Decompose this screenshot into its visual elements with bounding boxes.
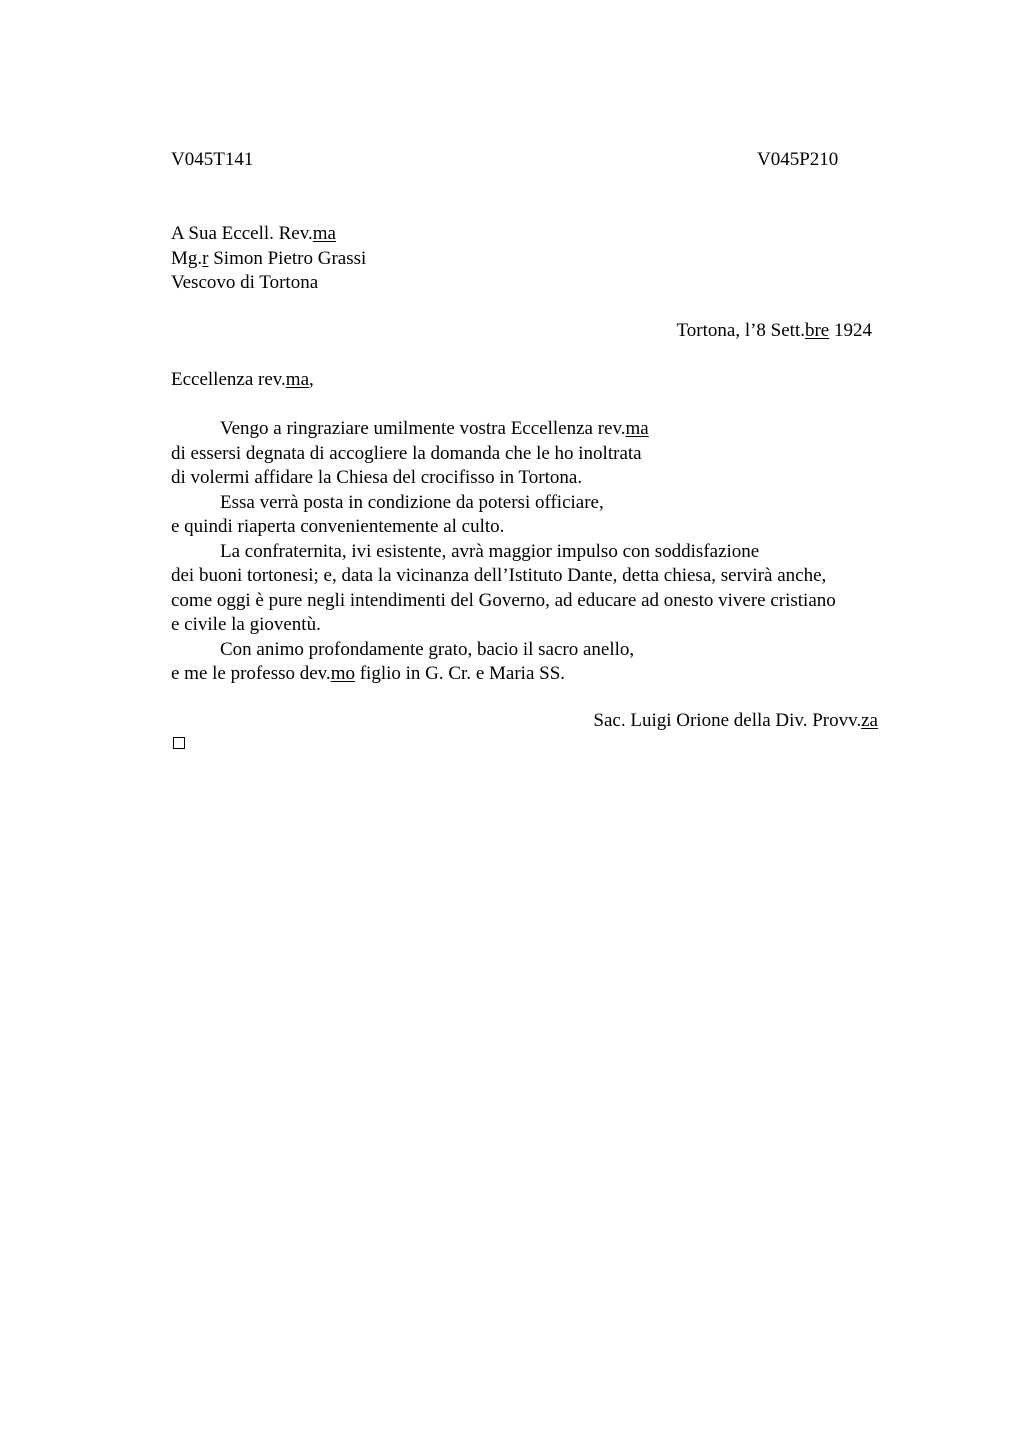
salutation-abbrev: ma (285, 369, 310, 390)
salutation (171, 368, 314, 393)
body-line-4: Essa verrà posta in condizione da potersi officiare, (220, 491, 604, 513)
body-line-11-rest: figlio in G. Cr. e Maria SS. (354, 663, 566, 684)
addressee-honorific: Mg. (171, 247, 203, 269)
signature-abbrev: za (861, 710, 878, 731)
date-month-abbrev: bre (804, 320, 830, 341)
letter-body (171, 417, 836, 687)
body-line-6: La confraternita, ivi esistente, avrà maggior impulso con soddisfazione (220, 540, 760, 562)
addressee-title: A Sua Eccell. Rev. (171, 223, 313, 244)
date-prefix: Tortona, l’8 Sett. (676, 320, 805, 341)
body-line-8: come oggi è pure negli intendimenti del Governo, ad educare ad onesto vivere cristiano (171, 589, 836, 611)
body-line-3: di volermi affidare la Chiesa del crocifisso in Tortona. (171, 467, 583, 488)
body-line-11-text: e me le professo dev. (171, 663, 331, 684)
body-line-9: e civile la gioventù. (171, 614, 321, 635)
body-line-7: dei buoni tortonesi; e, data la vicinanza dell’Istituto Dante, detta chiesa, servirà anche, (171, 565, 827, 586)
body-line-1-abbrev: ma (625, 418, 649, 439)
body-line-5: e quindi riaperta convenientemente al culto. (171, 516, 505, 537)
date-line (677, 319, 873, 344)
body-line-11 (171, 662, 836, 687)
salutation-comma: , (309, 369, 314, 390)
body-line-1-text: Vengo a ringraziare umilmente vostra Eccellenza rev. (220, 418, 626, 439)
addressee-title-abbrev: ma (312, 223, 336, 244)
signature (593, 709, 878, 734)
signature-text: Sac. Luigi Orione della Div. Provv. (593, 710, 862, 731)
addressee-honorific-abbrev: r (202, 247, 209, 269)
body-line-11-abbrev: mo (330, 663, 355, 684)
addressee-name: Simon Pietro Grassi (208, 247, 367, 269)
body-line-10: Con animo profondamente grato, bacio il sacro anello, (220, 638, 635, 660)
addressee-line-3: Vescovo di Tortona (171, 272, 319, 293)
checkbox-square-icon (173, 737, 185, 749)
salutation-text: Eccellenza rev. (171, 369, 286, 390)
addressee-block (171, 222, 366, 296)
addressee-line-2 (171, 247, 366, 272)
document-ref-left: V045T141 (171, 149, 254, 170)
body-line-1 (171, 417, 836, 442)
date-year: 1924 (829, 320, 872, 341)
addressee-line-1 (171, 222, 366, 247)
body-line-2: di essersi degnata di accogliere la domanda che le ho inoltrata (171, 442, 642, 464)
document-ref-right: V045P210 (757, 149, 839, 170)
